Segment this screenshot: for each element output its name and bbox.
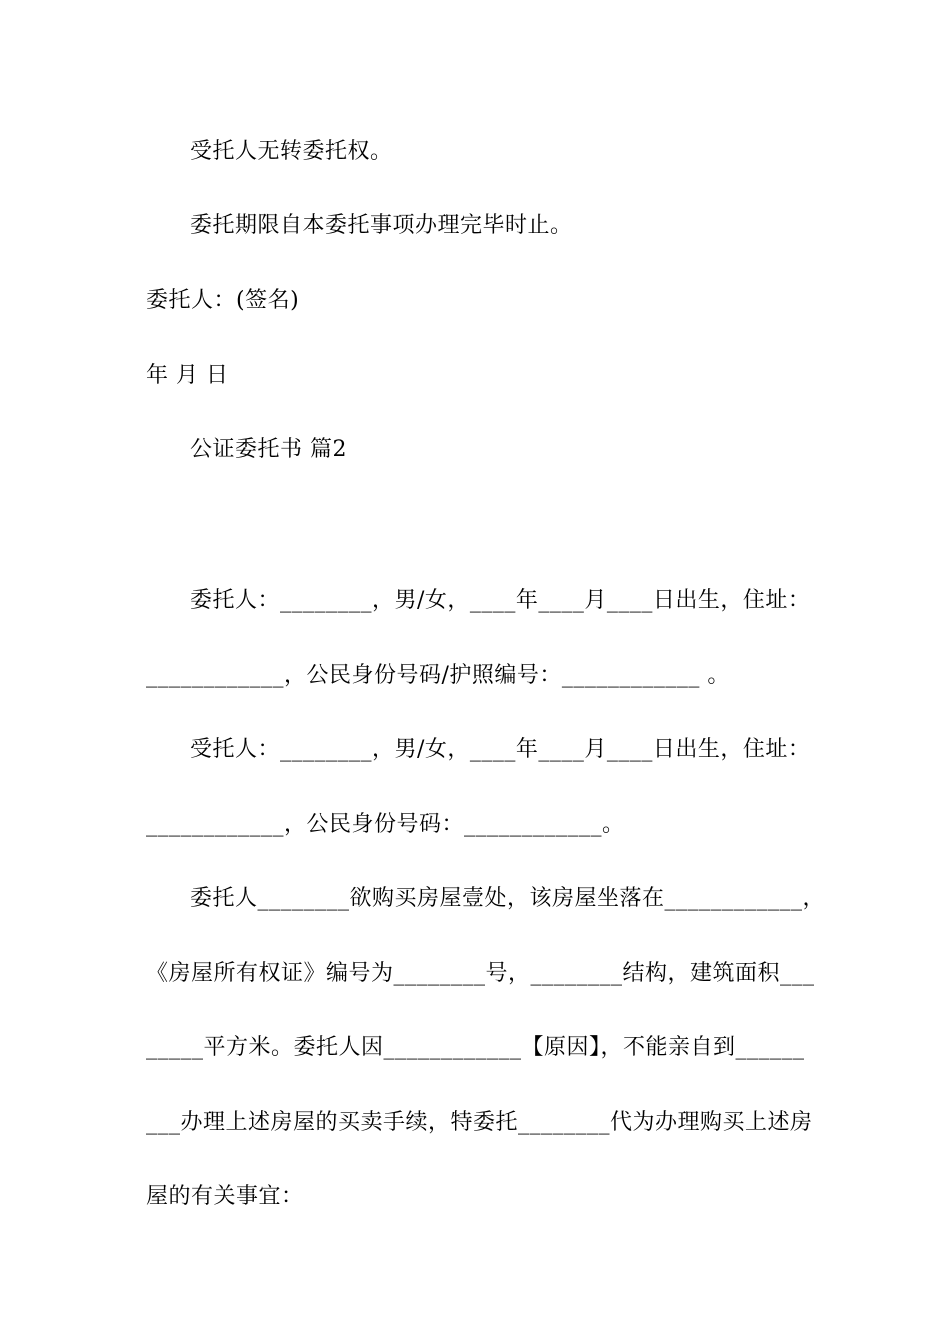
body-text-line: 《房屋所有权证》编号为________号，________结构，建筑面积___ — [146, 961, 815, 986]
paragraph-entrust-period: 委托期限自本委托事项办理完毕时止。 — [190, 213, 573, 238]
agent-info-line: 受托人：________，男/女，____年____月____日出生，住址： — [190, 737, 811, 762]
principal-id-line: ____________，公民身份号码/护照编号：____________ 。 — [146, 663, 730, 688]
date-line: 年 月 日 — [146, 363, 229, 388]
principal-info-line: 委托人：________，男/女，____年____月____日出生，住址： — [190, 588, 811, 613]
body-text-line: 屋的有关事宜： — [146, 1184, 304, 1209]
section-heading: 公证委托书 篇2 — [190, 437, 347, 462]
paragraph-no-subdelegation: 受托人无转委托权。 — [190, 139, 393, 164]
principal-signature-line: 委托人：(签名) — [146, 288, 300, 313]
body-text-line: 委托人________欲购买房屋壹处，该房屋坐落在____________， — [190, 886, 826, 911]
agent-id-line: ____________，公民身份号码：____________。 — [146, 812, 625, 837]
body-text-line: ___办理上述房屋的买卖手续，特委托________代为办理购买上述房 — [146, 1110, 813, 1135]
body-text-line: _____平方米。委托人因____________【原因】，不能亲自到______ — [146, 1035, 805, 1060]
